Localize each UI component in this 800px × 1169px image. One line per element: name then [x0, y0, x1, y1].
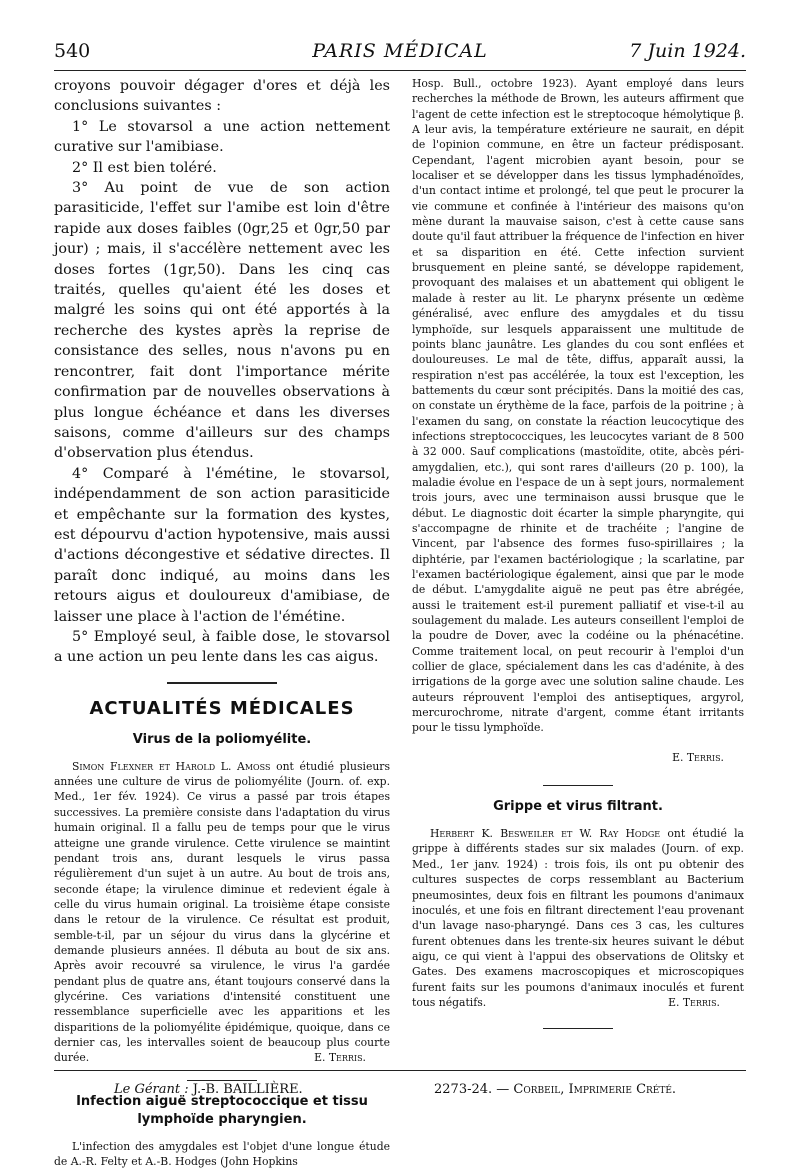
section-title: ACTUALITÉS MÉDICALES: [89, 697, 355, 719]
article-divider: [543, 785, 613, 786]
left-column: [54, 76, 390, 1169]
article-text: ont étudié plusieurs années une culture de virus de poliomyélite (Journ. of. exp. Med., 1er fév. 1924). Ce virus a passé par trois étapes successives. La première consiste dans l'adaptation du virus humain original. Il a fallu peu de temps pour que le virus atteigne une grande virulence. Cette virulence se maintint pendant trois ans, durant lesquels le virus passa régulièrement d'un sujet à un autre. Au bout de trois ans, seconde étape; la virulence diminue et redevient égale à celle du virus humain original. La troisième étape consiste dans le retour de la virulence. Ce résultat est produit, semble-t-il, par un séjour du virus dans la glycérine et demande plusieurs années. Il débuta au bout de six ans. Après avoir recouvré sa virulence, le virus l'a gardée pendant plus de quatre ans, étant toujours conservé dans la glycérine. Ces variations d'intensité constituent une ressemblance superficielle avec les apparitions et les disparitions de la poliomyélite épidémique, quoique, dans ce dernier cas, les intervalles soient de beaucoup plus courte durée.: [54, 759, 390, 1065]
imprint-text: — Corbeil, Imprimerie Crété.: [496, 1082, 677, 1097]
page-number: 540: [54, 40, 91, 62]
article-signature: E. Terris.: [314, 1051, 366, 1065]
gerant-name: J.-B. BAILLIÈRE.: [192, 1082, 303, 1097]
article-authors: Herbert K. Besweiler et W. Ray Hodge: [430, 827, 661, 841]
article-body: L'infection des amygdales est l'objet d'une longue étude de A.-R. Felty et A.-B. Hodges (John Hopkins: [54, 1139, 390, 1168]
article-signature: E. Terris.: [668, 995, 720, 1009]
article-divider: [187, 1080, 257, 1081]
article-divider: [543, 1028, 613, 1029]
section-divider: [167, 682, 277, 684]
footer-rule: [54, 1070, 746, 1071]
journal-title: PARIS MÉDICAL: [312, 40, 488, 62]
printer-imprint: [434, 1082, 676, 1097]
paragraph: 4° Comparé à l'émétine, le stovarsol, indépendamment de son action parasiticide et empêchante sur la formation des kystes, est dépourvu d'action hypotensive, mais aussi d'actions décongestive et sédative directes. Il paraît donc indiqué, au moins dans les retours aigus et douloureux d'amibiase, de laisser une place à l'action de l'émétine.: [54, 465, 390, 625]
article-title: Infection aiguë streptococcique et tissu lymphoïde pharyngien.: [76, 1093, 368, 1127]
gerant-label: Le Gérant :: [114, 1082, 189, 1097]
publisher-credit: [114, 1082, 303, 1097]
paragraph: 1° Le stovarsol a une action nettement curative sur l'amibiase.: [54, 118, 390, 156]
header-rule: [54, 70, 746, 71]
article-signature: E. Terris.: [672, 750, 724, 764]
article-authors: Simon Flexner et Harold L. Amoss: [72, 759, 271, 773]
paragraph: 3° Au point de vue de son action parasiticide, l'effet sur l'amibe est loin d'être rapide aux doses faibles (0gr,25 et 0gr,50 par jour) ; mais, il s'accélère nettement avec les doses fortes (1gr,50). Dans les cinq cas traités, quelles qu'aient été les doses et malgré les soins qui ont été apportés à la recherche des kystes après la reprise de consistance des selles, nous n'avons pu en rencontrer, fait dont l'importance mérite confirmation par de nouvelles observations à plus longue échéance et dans les diverses saisons, comme d'ailleurs sur des champs d'observation plus étendus.: [54, 180, 390, 462]
article-title: Virus de la poliomyélite.: [132, 731, 312, 747]
article-title: Grippe et virus filtrant.: [493, 799, 663, 815]
imprint-number: 2273-24.: [434, 1082, 493, 1097]
paragraph: croyons pouvoir dégager d'ores et déjà les conclusions suivantes :: [54, 78, 390, 115]
article-text: ont étudié la grippe à différents stades sur six malades (Journ. of exp. Med., 1er janv. 1924) : trois fois, ils ont pu obtenir des cultures suspectes de corps ressemblant au Bacterium pneumosintes, deux fois en filtrant les poumons d'animaux inoculés, et une fois en filtrant directement l'eau provenant d'un lavage naso-pharyngé. Dans ces 3 cas, les cultures furent obtenues dans les trente-six heures suivant le début aigu, ce qui vient à l'appui des observations de Olitsky et Gates. Des examens macroscopiques et microscopiques furent faits sur les poumons d'animaux inoculés et furent tous négatifs.: [412, 827, 744, 1009]
paragraph: 2° Il est bien toléré.: [72, 159, 217, 176]
issue-date: 7 Juin 1924.: [629, 40, 746, 62]
article-body: [54, 759, 390, 1066]
article-body: [412, 826, 744, 1010]
right-column: [412, 76, 744, 1041]
article-body: Hosp. Bull., octobre 1923). Ayant employé dans leurs recherches la méthode de Brown, les auteurs affirment que l'agent de cette infection est le streptocoque hémolytique β. A leur avis, la température extérieure ne saurait, en dépit de l'opinion commune, en être un facteur prédisposant. Cependant, l'agent microbien ayant besoin, pour se localiser et se développer dans les tissus lymphadénoïdes, d'un contact intime et prolongé, tel que peut le procurer la vie commune et confinée à l'intérieur des maisons qu'on mène durant la mauvaise saison, c'est à cette cause sans doute qu'il faut attribuer la fréquence de l'infection en hiver et sa disparition en été. Cette infection survient brusquement en pleine santé, se développe rapidement, provoquant des malaises et un abattement qui obligent le malade à rester au lit. Le pharynx présente un œdème généralisé, avec enflure des amygdales et du tissu lymphoïde, sur lesquels apparaissent une multitude de points blanc jaunâtre. Les glandes du cou sont enflées et douloureuses. Le mal de tête, diffus, apparaît aussi, la respiration n'est pas accélérée, la toux est l'exception, les battements du cœur sont précipités. Dans la moitié des cas, on constate un érythème de la face, parfois de la poitrine ; à l'examen du sang, on constate la réaction leucocytique des infections streptococciques, les leucocytes variant de 8 500 à 32 000. Sauf complications (mastoïdite, otite, abcès péri-amygdalien, etc.), qui sont rares d'ailleurs (20 p. 100), la maladie évolue en l'espace de un à sept jours, normalement trois jours, avec une terminaison aussi brusque que le début. Le diagnostic doit écarter la simple pharyngite, qui s'accompagne de rhinite et de trachéite ; l'angine de Vincent, par l'absence des formes fuso-spirillaires ; la diphtérie, par l'examen bactériologique ; la scarlatine, par l'examen bactériologique également, ainsi que par le mode de début. L'amygdalite aiguë ne peut pas être abrégée, aussi le traitement est-il purement palliatif et vise-t-il au soulagement du malade. Les auteurs conseillent l'emploi de la poudre de Dover, avec la codéine ou la phénacétine. Comme traitement local, on peut recourir à l'emploi d'un collier de glace, spécialement dans les cas d'adénite, à des irrigations de la gorge avec une solution saline chaude. Les auteurs réprouvent l'emploi des antiseptiques, argyrol, mercurochrome, nitrate d'argent, comme étant irritants pour le tissu lymphoïde.: [412, 77, 744, 735]
page-header: [54, 40, 746, 70]
paragraph: 5° Employé seul, à faible dose, le stovarsol a une action un peu lente dans les cas aigus.: [54, 628, 390, 666]
